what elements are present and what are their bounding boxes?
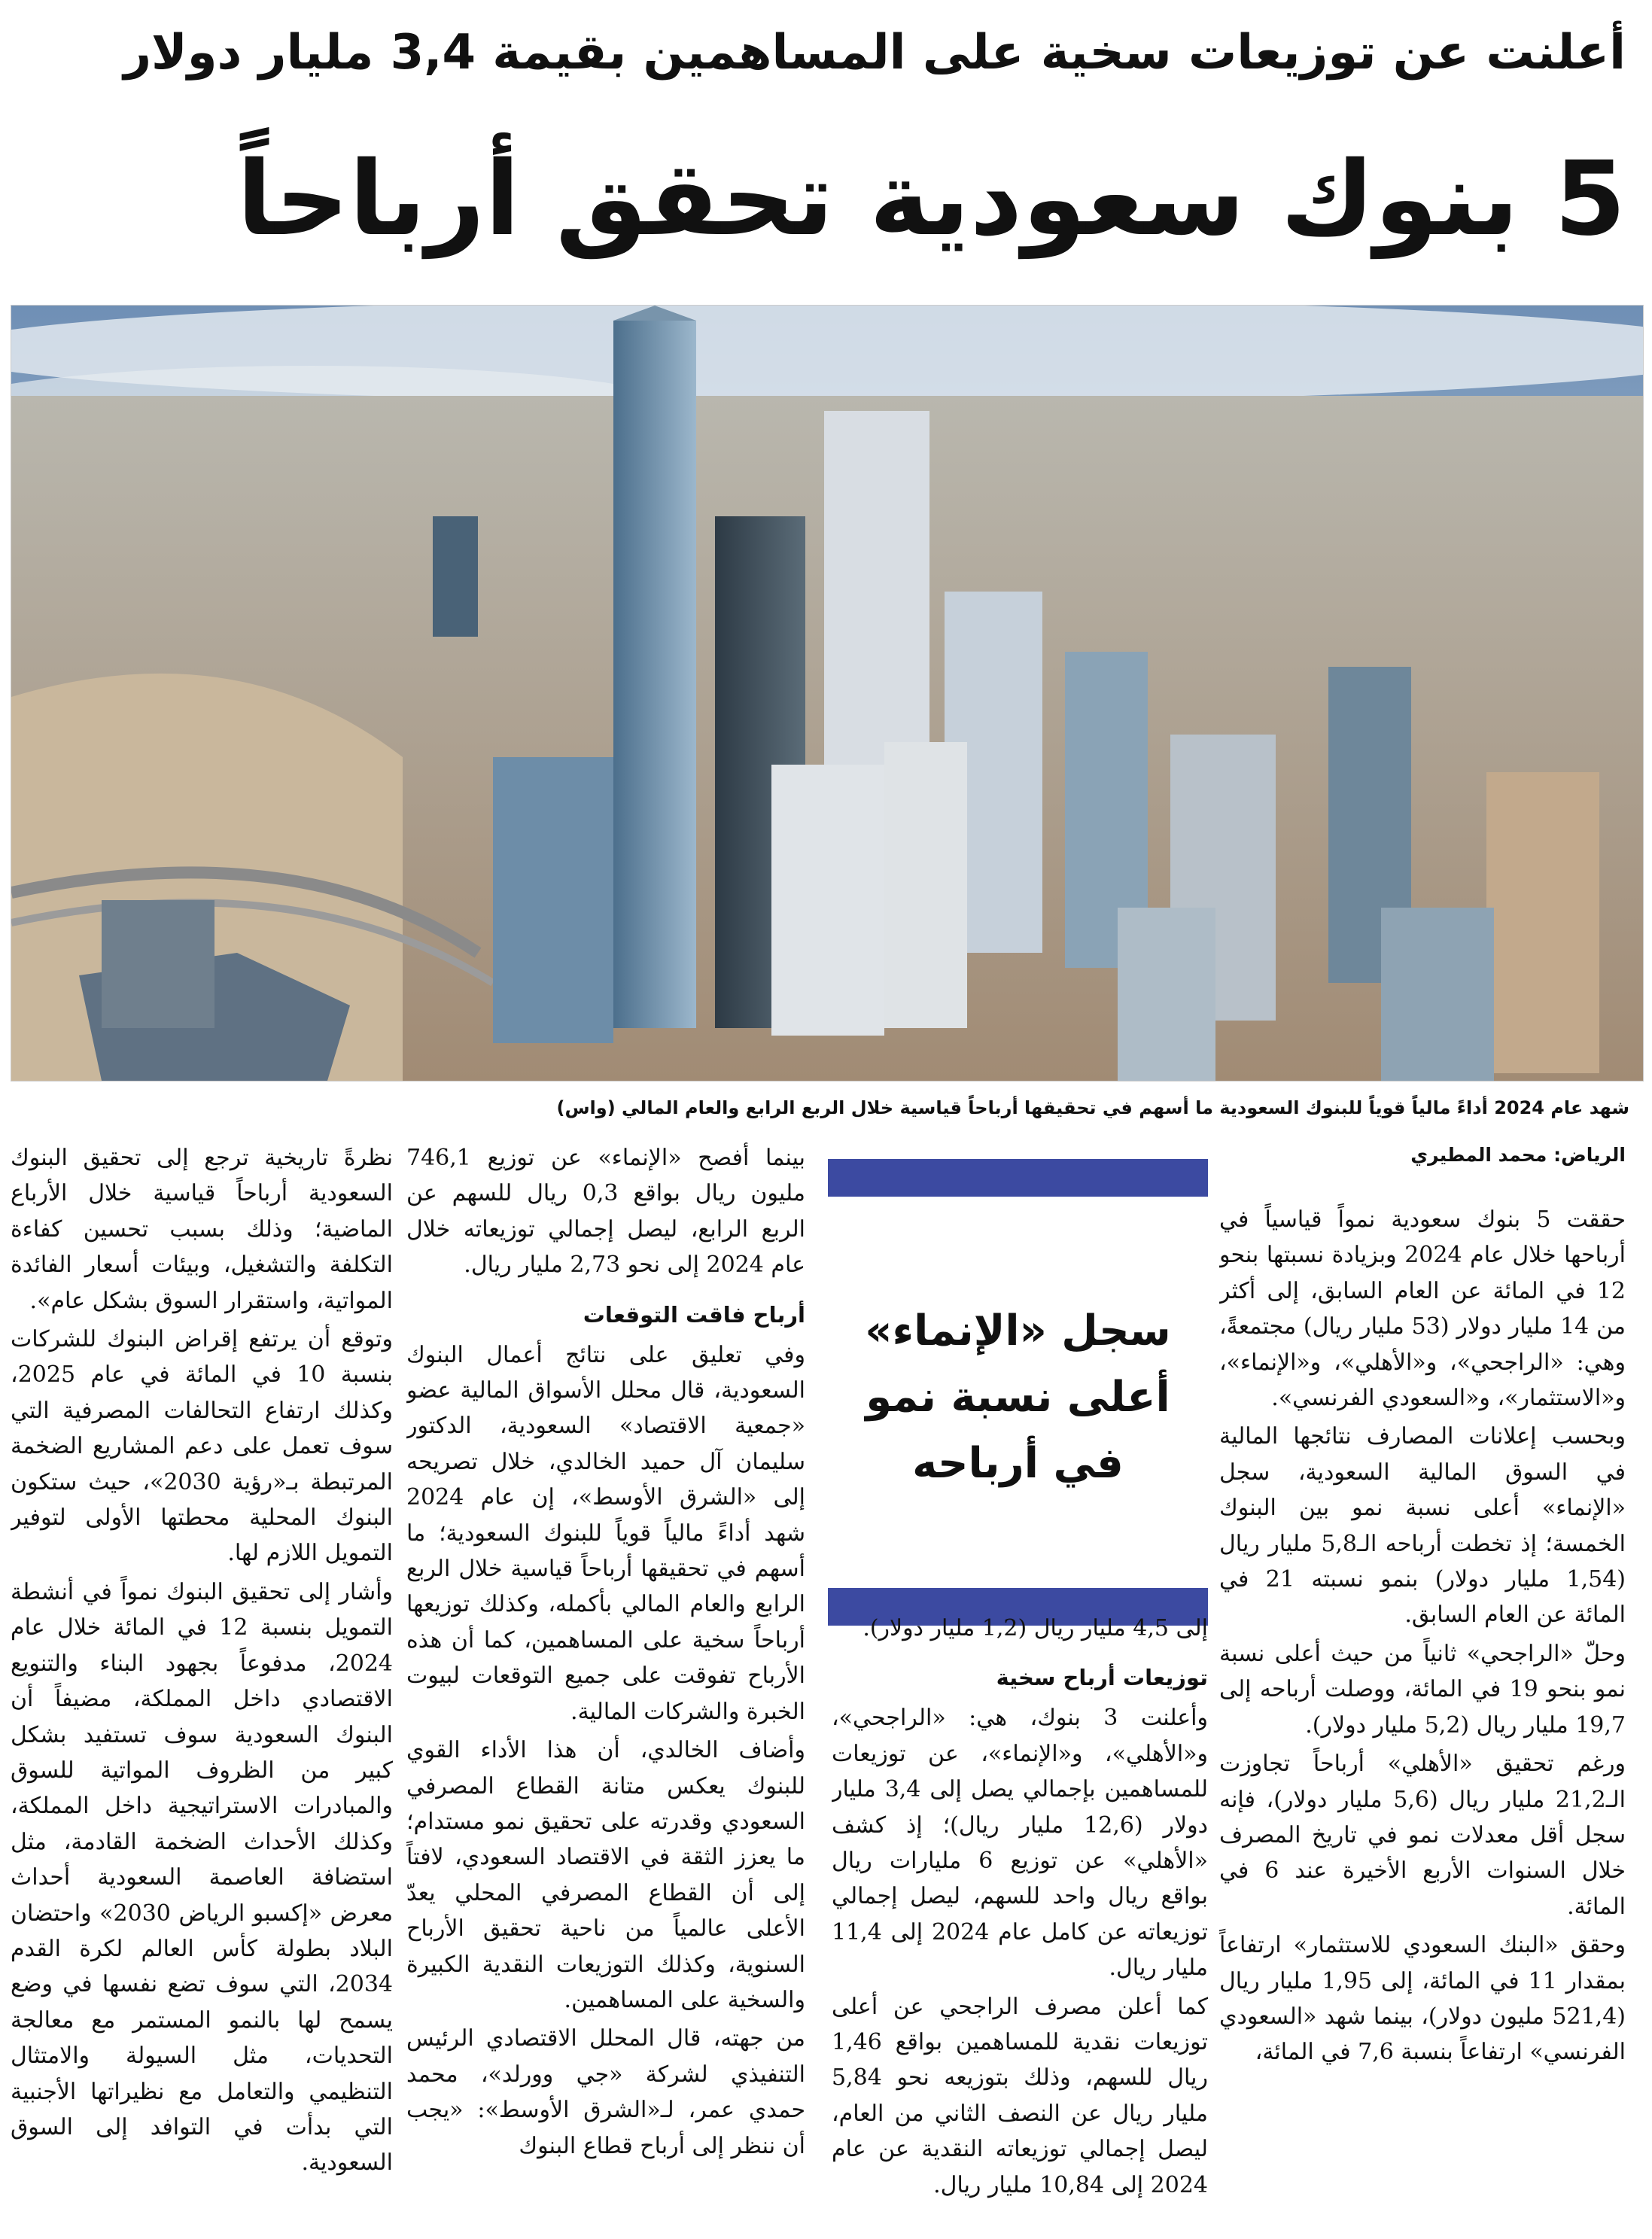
riyadh-skyline-photo	[11, 305, 1644, 1081]
subheading-expectations: أرباح فاقت التوقعات	[583, 1301, 805, 1328]
photo-caption: شهد عام 2024 أداءً مالياً قوياً للبنوك السعودية ما أسهم في تحقيقها أرباحاً قياسية خلال الربع الرابع والعام المالي (واس)	[556, 1097, 1629, 1118]
paragraph: وتوقع أن يرتفع إقراض البنوك للشركات بنسبة 10 في المائة في عام 2025، وكذلك ارتفاع التحالفات المصرفية التي سوف تعمل على دعم المشاريع الضخمة المرتبطة بـ«رؤية 2030»، حيث ستكون البنوك المحلية محطتها الأولى لتوفير التمويل اللازم لها.	[11, 1326, 393, 1567]
paragraph: وأضاف الخالدي، أن هذا الأداء القوي للبنوك يعكس متانة القطاع المصرفي السعودي وقدرته على تحقيق نمو مستدام؛ ما يعزز الثقة في الاقتصاد السعودي، لافتاً إلى أن القطاع المصرفي المحلي يعدّ الأعلى عالمياً من ناحية تحقيق الأرباح السنوية، وكذلك التوزيعات النقدية الكبيرة والسخية على المساهمين.	[406, 1737, 805, 2013]
kicker-headline: أعلنت عن توزيعات سخية على المساهمين بقيمة 3,4 مليار دولار	[123, 25, 1626, 81]
column-4	[11, 1140, 393, 2231]
column-3	[406, 1140, 805, 2231]
paragraph: وفي تعليق على نتائج أعمال البنوك السعودية، قال محلل الأسواق المالية عضو «جمعية الاقتصاد» السعودية، الدكتور سليمان آل حميد الخالدي، خلال تصريحه إلى «الشرق الأوسط»، إن عام 2024 شهد أداءً مالياً قوياً للبنوك السعودية؛ ما أسهم في تحقيقها أرباحاً قياسية خلال الربع الرابع والعام المالي بأكمله، وكذلك توزيعها أرباحاً سخية على المساهمين، كما أن هذه الأرباح تفوقت على جميع التوقعات لبيوت الخبرة والشركات المالية.	[406, 1341, 805, 1725]
byline: الرياض: محمد المطيري	[1410, 1144, 1626, 1166]
paragraph: نظرةً تاريخية ترجع إلى تحقيق البنوك السعودية أرباحاً قياسية خلال الأرباع الماضية؛ وذلك بسبب تحسين كفاءة التكلفة والتشغيل، وبيئات أسعار الفائدة المواتية، واستقرار السوق بشكل عام».	[11, 1145, 393, 1314]
paragraph: بينما أفصح «الإنماء» عن توزيع 746,1 مليون ريال بواقع 0,3 ريال للسهم عن الربع الرابع، ليصل إجمالي توزيعاته خلال عام 2024 إلى نحو 2,73 مليار ريال.	[406, 1145, 805, 1279]
pull-quote-top-bar	[828, 1159, 1208, 1197]
paragraph: إلى 4,5 مليار ريال (1,2 مليار دولار).	[863, 1615, 1208, 1641]
subheading-dividends: توزيعات أرباح سخية	[996, 1665, 1208, 1691]
paragraph: وحقق «البنك السعودي للاستثمار» ارتفاعاً بمقدار 11 في المائة، إلى 1,95 مليار ريال (521,4 مليون دولار)، بينما شهد «السعودي الفرنسي» ارتفاعاً بنسبة 7,6 في المائة،	[1219, 1932, 1626, 2066]
paragraph: وأشار إلى تحقيق البنوك نمواً في أنشطة التمويل بنسبة 12 في المائة خلال عام 2024، مدفوعاً بجهود البناء والتنويع الاقتصادي داخل المملكة، مضيفاً أن البنوك السعودية سوف تستفيد بشكل كبير من الظروف المواتية للسوق والمبادرات الاستراتيجية داخل المملكة، وكذلك الأحداث الضخمة القادمة، مثل استضافة العاصمة السعودية أحداث معرض «إكسبو الرياض 2030» واحتضان البلاد بطولة كأس العالم لكرة القدم 2034، التي سوف تضع نفسها في وضع يسمح لها بالنمو المستمر مع معالجة التحديات، مثل السيولة والامتثال التنظيمي والتعامل مع نظيراتها الأجنبية التي بدأت في التوافد إلى السوق السعودية.	[11, 1578, 393, 2177]
paragraph: كما أعلن مصرف الراجحي عن أعلى توزيعات نقدية للمساهمين بواقع 1,46 ريال للسهم، وذلك بتوزيعه نحو 5,84 مليار ريال عن النصف الثاني من العام، ليصل إجمالي توزيعاته النقدية عن عام 2024 إلى 10,84 مليار ريال.	[832, 1993, 1208, 2198]
main-headline: 5 بنوك سعودية تحقق أرباحاً	[236, 140, 1626, 259]
paragraph: ورغم تحقيق «الأهلي» أرباحاً تجاوزت الـ21,2 مليار ريال (5,6 مليار دولار)، فإنه سجل أقل معدلات نمو في تاريخ المصرف خلال السنوات الأربع الأخيرة عند 6 في المائة.	[1219, 1751, 1626, 1920]
paragraph: وحلّ «الراجحي» ثانياً من حيث أعلى نسبة نمو بنحو 19 في المائة، ووصلت أرباحه إلى 19,7 مليار ريال (5,2 مليار دولار).	[1219, 1640, 1626, 1739]
column-1	[1219, 1140, 1626, 2231]
pull-quote: سجل «الإنماء» أعلى نسبة نمو في أرباحه	[865, 1307, 1171, 1488]
column-2	[832, 1611, 1208, 2231]
paragraph: حققت 5 بنوك سعودية نمواً قياسياً في أرباحها خلال عام 2024 وبزيادة نسبتها بنحو 12 في المائة عن العام السابق، إلى أكثر من 14 مليار دولار (53 مليار ريال) مجتمعةً، وهي: «الراجحي»، و«الأهلي»، و«الإنماء»، و«الاستثمار»، و«السعودي الفرنسي».	[1219, 1206, 1626, 1412]
paragraph: وأعلنت 3 بنوك، هي: «الراجحي»، و«الأهلي»، و«الإنماء»، عن توزيعات للمساهمين بإجمالي يصل إلى 3,4 مليار دولار (12,6 مليار ريال)؛ إذ كشف «الأهلي» عن توزيع 6 مليارات ريال بواقع ريال واحد للسهم، ليصل إجمالي توزيعاته عن كامل عام 2024 إلى 11,4 مليار ريال.	[832, 1705, 1208, 1982]
paragraph: من جهته، قال المحلل الاقتصادي الرئيس التنفيذي لشركة «جي وورلد»، محمد حمدي عمر، لـ«الشرق الأوسط»: «يجب أن ننظر إلى أرباح قطاع البنوك	[406, 2025, 805, 2159]
pull-quote-box	[828, 1159, 1208, 1626]
paragraph: وبحسب إعلانات المصارف نتائجها المالية في السوق المالية السعودية، سجل «الإنماء» أعلى نسبة نمو بين البنوك الخمسة؛ إذ تخطت أرباحه الـ5,8 مليار ريال (1,54 مليار دولار) بنمو نسبته 21 في المائة عن العام السابق.	[1219, 1423, 1626, 1629]
